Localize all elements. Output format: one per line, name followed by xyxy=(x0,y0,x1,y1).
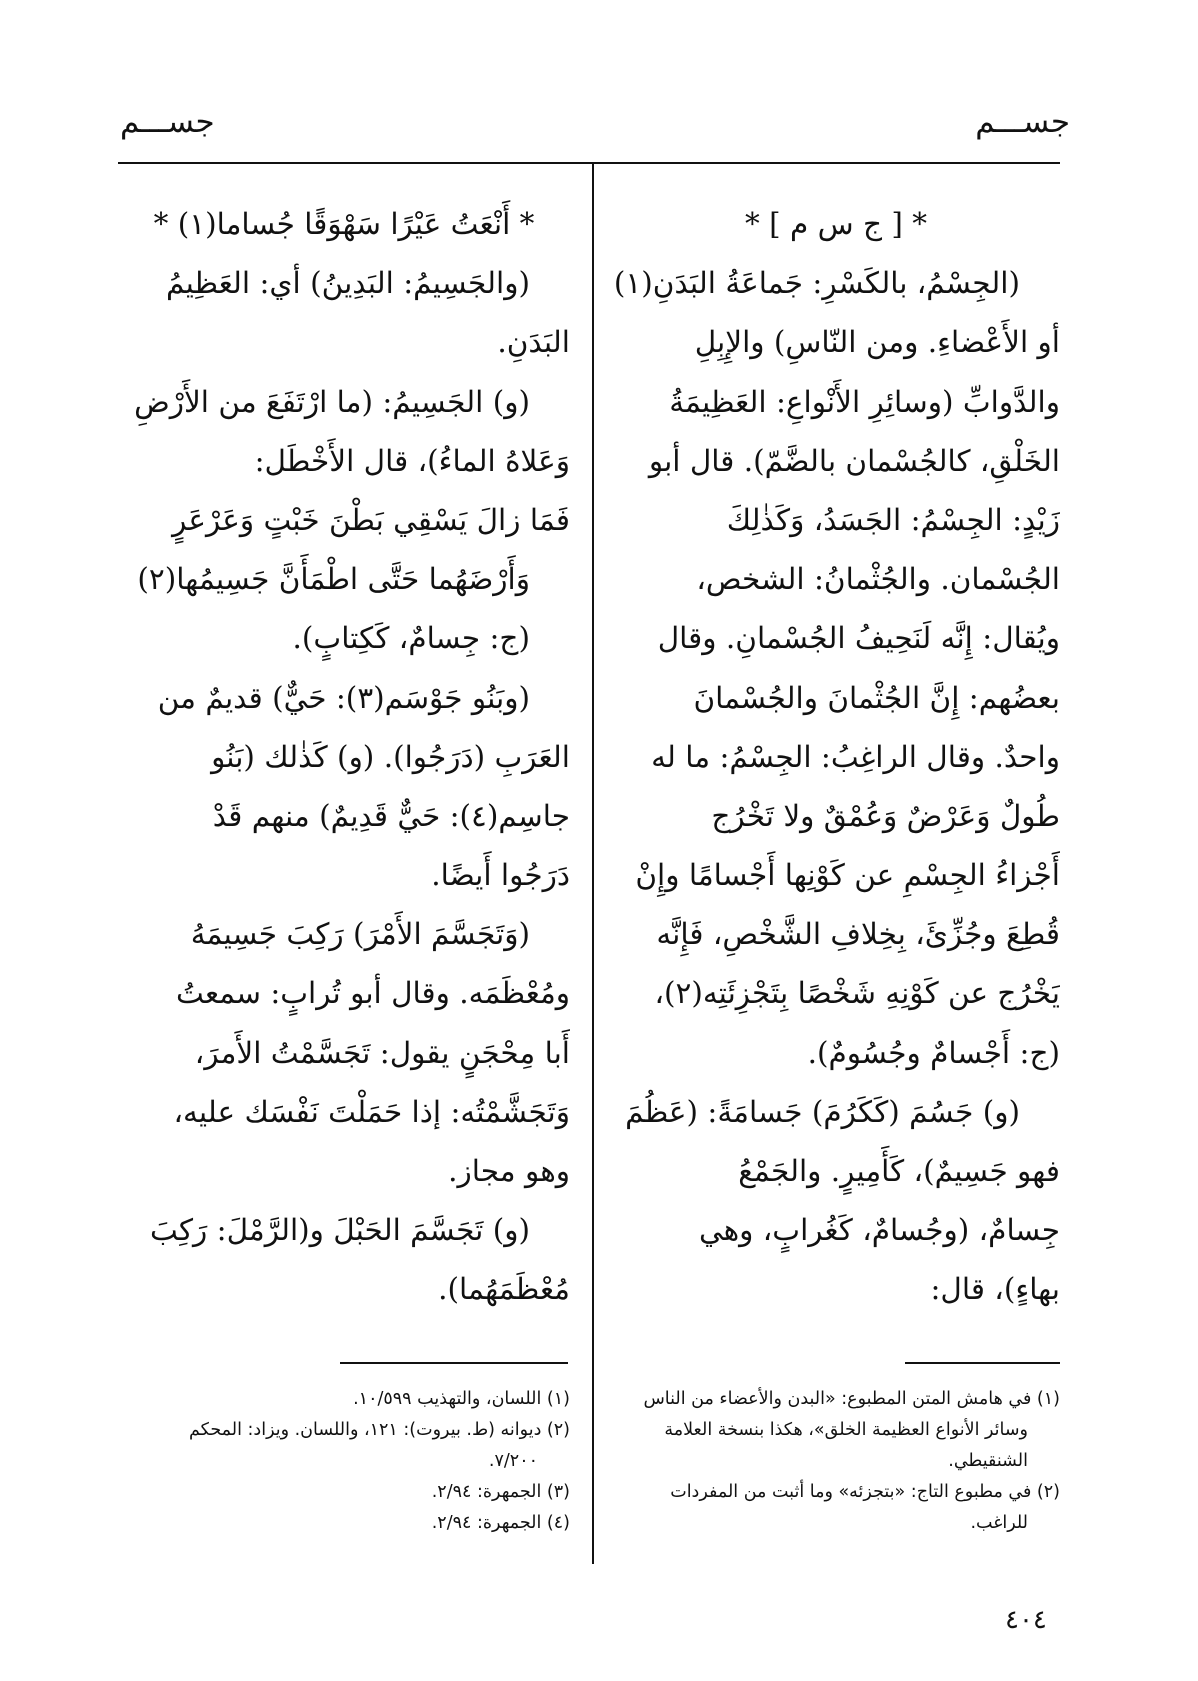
text-line: وهو مجاز. xyxy=(448,1154,570,1188)
text-line: (و) الجَسِيمُ: (ما ارْتَفَعَ من الأَرْضِ xyxy=(134,384,530,419)
text-line: دَرَجُوا أَيضًا. xyxy=(431,858,570,893)
right-text-column xyxy=(612,195,1060,1320)
text-line: (و) تَجَسَّمَ الحَبْلَ و(الرَّمْلَ: رَكِبَ xyxy=(150,1213,530,1248)
entry-heading: * [ ج س م ] * xyxy=(744,207,928,241)
text-line: زَيْدٍ: الجِسْمُ: الجَسَدُ، وَكَذٰلِكَ xyxy=(726,502,1060,537)
text-line: مُعْظَمَهُما). xyxy=(438,1272,570,1307)
column-divider xyxy=(592,164,594,1564)
text-line: أو الأَعْضاءِ. ومن النّاسِ) والإِبِلِ xyxy=(694,325,1060,360)
verse-line: فَمَا زالَ يَسْقِي بَطْنَ خَبْتٍ وَعَرْعَرٍ xyxy=(172,502,570,537)
footnote-continuation: وسائر الأنواع العظيمة الخلق»، هكذا بنسخة العلامة xyxy=(664,1420,1028,1440)
text-line: (ج: جِسامٌ، كَكِتابٍ). xyxy=(292,621,530,656)
text-line: يَخْرُج عن كَوْنِهِ شَخْصًا بِتَجْزِئَتِه(٢)، xyxy=(654,976,1060,1011)
text-line: (والجَسِيمُ: البَدِينُ) أي: العَظِيمُ xyxy=(165,266,530,301)
text-line: وَتَجَشَّمْتُه: إذا حَمَلْتَ نَفْسَك عليه، xyxy=(173,1094,570,1129)
page-number: ٤٠٤ xyxy=(1005,1605,1047,1635)
text-line: (وَتَجَسَّمَ الأَمْرَ) رَكِبَ جَسِيمَهُ xyxy=(190,917,530,952)
text-line: (الجِسْمُ، بالكَسْرِ: جَماعَةُ البَدَنِ(١) xyxy=(613,266,1020,301)
text-line: ومُعْظَمَه. وقال أبو تُرابٍ: سمعتُ xyxy=(175,976,570,1011)
verse-line: وَأَرْضَهُما حَتَّى اطْمَأَنَّ جَسِيمُها(٢) xyxy=(137,562,530,597)
footnote-continuation: للراغب. xyxy=(970,1513,1028,1533)
left-text-column xyxy=(118,195,570,1320)
text-line: قُطِعَ وجُزِّئَ، بِخِلافِ الشَّخْصِ، فَإِنَّه xyxy=(656,917,1060,952)
footnote: (٣) الجمهرة: ٢/٩٤. xyxy=(431,1482,570,1502)
footnote-rule-right xyxy=(905,1362,1060,1364)
text-line: البَدَنِ. xyxy=(497,325,570,360)
text-line: الجُسْمان. والجُثْمانُ: الشخص، xyxy=(696,562,1060,597)
text-line: واحدٌ. وقال الراغِبُ: الجِسْمُ: ما له xyxy=(651,739,1060,774)
footnote: (١) في هامش المتن المطبوع: «البدن والأعضاء من الناس xyxy=(643,1389,1060,1409)
text-line: بعضُهم: إِنَّ الجُثْمانَ والجُسْمانَ xyxy=(693,680,1060,715)
footnote: (٤) الجمهرة: ٢/٩٤. xyxy=(431,1513,570,1533)
footnote-continuation: ٧/٢٠٠. xyxy=(488,1451,538,1471)
running-head-right: جســـم xyxy=(975,104,1070,140)
text-line: بهاءٍ)، قال: xyxy=(930,1272,1060,1307)
text-line: وَعَلاهُ الماءُ)، قال الأَخْطَل: xyxy=(254,443,570,478)
footnote: (١) اللسان، والتهذيب ١٠/٥٩٩. xyxy=(353,1389,570,1409)
text-line: فهو جَسِيمٌ)، كَأَمِيرٍ. والجَمْعُ xyxy=(738,1154,1060,1188)
text-line: طُولٌ وَعَرْضٌ وَعُمْقٌ ولا تَخْرُج xyxy=(711,798,1060,833)
text-line: جاسِم(٤): حَيٌّ قَدِيمٌ) منهم قَدْ xyxy=(212,798,570,833)
text-line: (ج: أَجْسامٌ وجُسُومٌ). xyxy=(807,1035,1060,1070)
text-line: أَجْزاءُ الجِسْمِ عن كَوْنِها أَجْسامًا وإِنْ xyxy=(635,858,1060,893)
footnote: (٢) ديوانه (ط. بيروت): ١٢١، واللسان. ويزاد: المحكم xyxy=(189,1420,570,1440)
text-line: أَبا مِحْجَنٍ يقول: تَجَسَّمْتُ الأَمرَ، xyxy=(194,1035,570,1070)
text-line: الخَلْقِ، كالجُسْمان بالضَّمّ). قال أبو xyxy=(648,443,1060,478)
text-line: (وبَنُو جَوْسَم(٣): حَيٌّ) قديمٌ من xyxy=(157,680,530,715)
header-rule xyxy=(118,162,1060,164)
footnotes-right xyxy=(620,1384,1060,1539)
verse-line: * أَنْعَتُ عَيْرًا سَهْوَقًا جُساما(١) * xyxy=(153,207,535,241)
footnote-continuation: الشنقيطي. xyxy=(948,1451,1028,1471)
running-head-left: جســـم xyxy=(120,104,215,140)
text-line: والدَّوابِّ (وسائِرِ الأَنْواعِ: العَظِيمَةُ xyxy=(669,384,1060,419)
footnote: (٢) في مطبوع التاج: «بتجزئه» وما أثبت من المفردات xyxy=(670,1482,1060,1502)
text-line: ويُقال: إِنَّه لَنَحِيفُ الجُسْمانِ. وقال xyxy=(657,621,1060,656)
text-line: العَرَبِ (دَرَجُوا). (و) كَذٰلك (بَنُو xyxy=(211,739,570,774)
text-line: (و) جَسُمَ (كَكَرُمَ) جَسامَةً: (عَظُمَ xyxy=(625,1094,1020,1129)
footnotes-left xyxy=(118,1384,570,1539)
footnote-rule-left xyxy=(340,1362,568,1364)
text-line: جِسامٌ، (وجُسامٌ، كَغُرابٍ، وهي xyxy=(699,1213,1060,1248)
